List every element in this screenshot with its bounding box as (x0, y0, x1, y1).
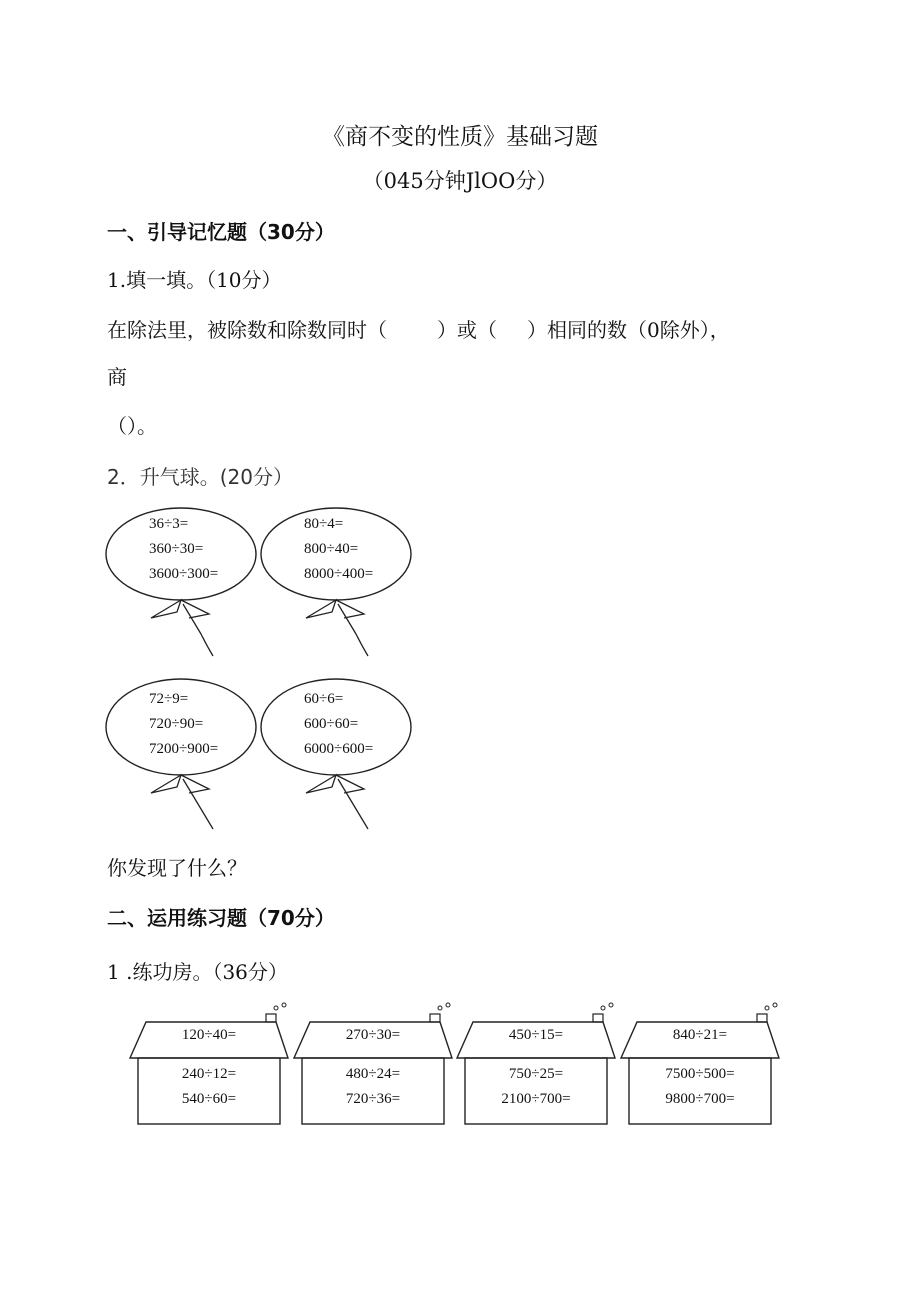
page-subtitle: （045分钟JlOO分） (362, 169, 558, 193)
balloon-4 (258, 677, 418, 837)
house-body-expr: 9800÷700= (665, 1091, 735, 1107)
house-3 (455, 1002, 617, 1132)
house-1 (128, 1002, 290, 1132)
house-body-expr: 240÷12= (181, 1066, 237, 1082)
balloon-line: 3600÷300= (149, 566, 219, 582)
balloon-line: 7200÷900= (149, 741, 219, 757)
balloon-line: 800÷40= (304, 541, 359, 557)
balloon-line: 80÷4= (304, 516, 344, 532)
balloon-line: 60÷6= (304, 691, 344, 707)
house-2 (292, 1002, 454, 1132)
house-roof-expr: 120÷40= (181, 1027, 237, 1043)
q1-label: 1.填一填。（10分） (107, 268, 282, 292)
house-4 (619, 1002, 781, 1132)
balloon-line: 360÷30= (149, 541, 204, 557)
q1-text-a: 在除法里，被除数和除数同时（ (107, 318, 387, 342)
house-body-expr: 2100÷700= (501, 1091, 571, 1107)
section1-heading: 一、引导记忆题（30分） (107, 220, 335, 244)
house-roof-expr: 270÷30= (345, 1027, 401, 1043)
balloon-line: 72÷9= (149, 691, 189, 707)
page-title: 《商不变的性质》基础习题 (322, 124, 598, 150)
house-body-expr: 7500÷500= (665, 1066, 735, 1082)
q1-text-c: ）相同的数（0除外）， (527, 318, 730, 342)
balloon-3 (103, 677, 263, 837)
section2-heading: 二、运用练习题（70分） (107, 906, 335, 930)
balloon-1 (103, 506, 263, 666)
q2-label: 2．升气球。(20分） (107, 465, 293, 489)
q1-text-shang: 商 (107, 365, 127, 389)
house-body-expr: 750÷25= (508, 1066, 564, 1082)
s2-q1-label: 1 .练功房。（36分） (107, 960, 288, 984)
balloon-line: 36÷3= (149, 516, 189, 532)
balloon-line: 600÷60= (304, 716, 359, 732)
q1-blank-3[interactable]: （）。 (107, 414, 157, 438)
house-body-expr: 720÷36= (345, 1091, 401, 1107)
balloon-line: 6000÷600= (304, 741, 374, 757)
balloon-2 (258, 506, 418, 666)
house-body-expr: 540÷60= (181, 1091, 237, 1107)
q1-sentence (107, 314, 730, 343)
balloon-line: 720÷90= (149, 716, 204, 732)
house-body-expr: 480÷24= (345, 1066, 401, 1082)
balloon-line: 8000÷400= (304, 566, 374, 582)
house-roof-expr: 840÷21= (672, 1027, 728, 1043)
house-roof-expr: 450÷15= (508, 1027, 564, 1043)
discovery-question: 你发现了什么？ (107, 856, 247, 880)
q1-text-b: ）或（ (437, 318, 497, 342)
